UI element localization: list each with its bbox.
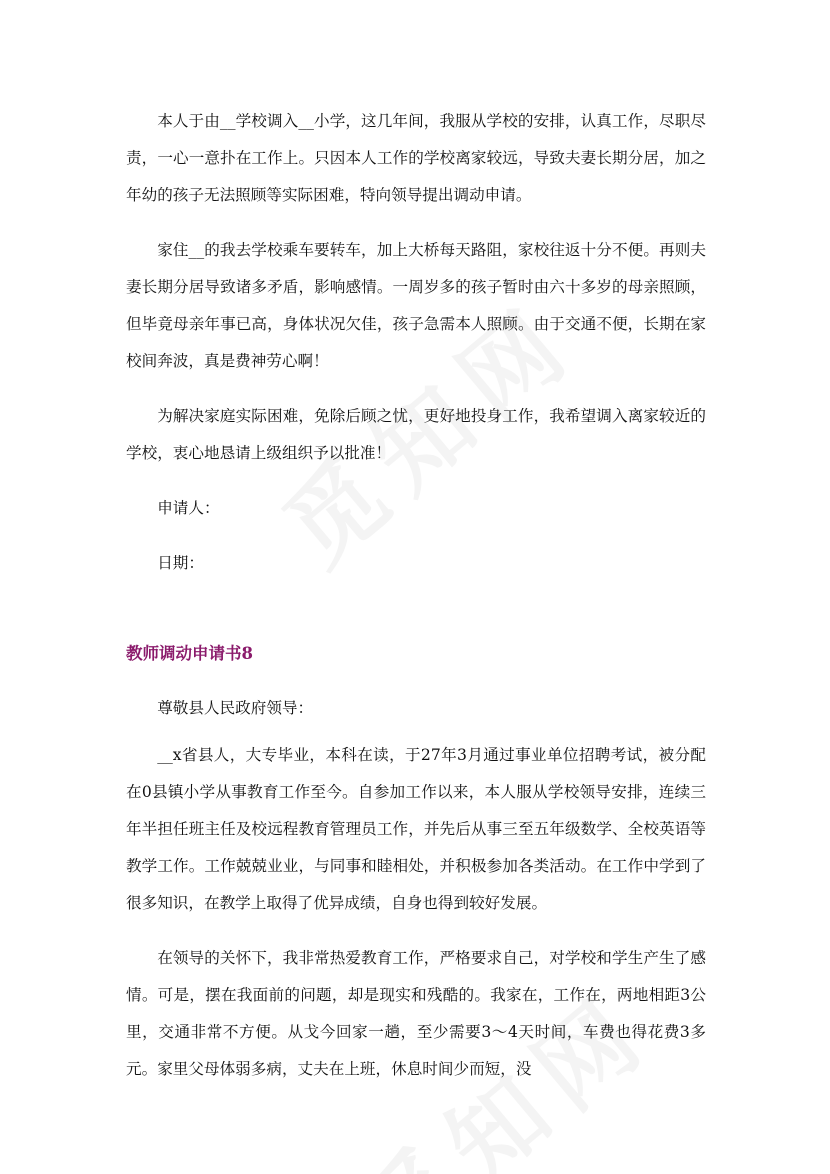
paragraph: 本人于由__学校调入__小学，这几年间，我服从学校的安排，认真工作，尽职尽责，一心一意扑在工作上。只因本人工作的学校离家较远，导致夫妻长期分居，加之年幼的孩子无法照顾等实际困难，特向领导提出调动申请。 xyxy=(126,112,706,204)
date-label: 日期： xyxy=(157,554,204,572)
paragraph: __x省县人，大专毕业，本科在读，于27年3月通过事业单位招聘考试，被分配在0县镇小学从事教育工作至今。自参加工作以来，本人服从学校领导安排，连续三年半担任班主任及校远程教育管理员工作，并先后从事三至五年级数学、全校英语等教学工作。工作兢兢业业，与同事和睦相处，并积极参加各类活动。在工作中学到了很多知识，在教学上取得了优异成绩，自身也得到较好发展。 xyxy=(126,746,706,912)
applicant-label: 申请人： xyxy=(157,499,220,517)
document-body xyxy=(126,103,706,1088)
section-heading: 教师调动申请书8 xyxy=(126,644,253,663)
paragraph: 为解决家庭实际困难，免除后顾之忧，更好地投身工作，我希望调入离家较近的学校，衷心地恳请上级组织予以批准！ xyxy=(126,407,706,462)
salutation: 尊敬县人民政府领导： xyxy=(157,699,314,717)
paragraph: 家住__的我去学校乘车要转车，加上大桥每天路阻，家校往返十分不便。再则夫妻长期分居导致诸多矛盾，影响感情。一周岁多的孩子暂时由六十多岁的母亲照顾，但毕竟母亲年事已高，身体状况欠佳，孩子急需本人照顾。由于交通不便，长期在家校间奔波，真是费神劳心啊！ xyxy=(126,241,706,370)
paragraph: 在领导的关怀下，我非常热爱教育工作，严格要求自己，对学校和学生产生了感情。可是，摆在我面前的问题，却是现实和残酷的。我家在，工作在，两地相距3公里，交通非常不方便。从戈今回家一趟，至少需要3～4天时间，车费也得花费3多元。家里父母体弱多病，丈夫在上班，休息时间少而短，没 xyxy=(126,949,706,1078)
